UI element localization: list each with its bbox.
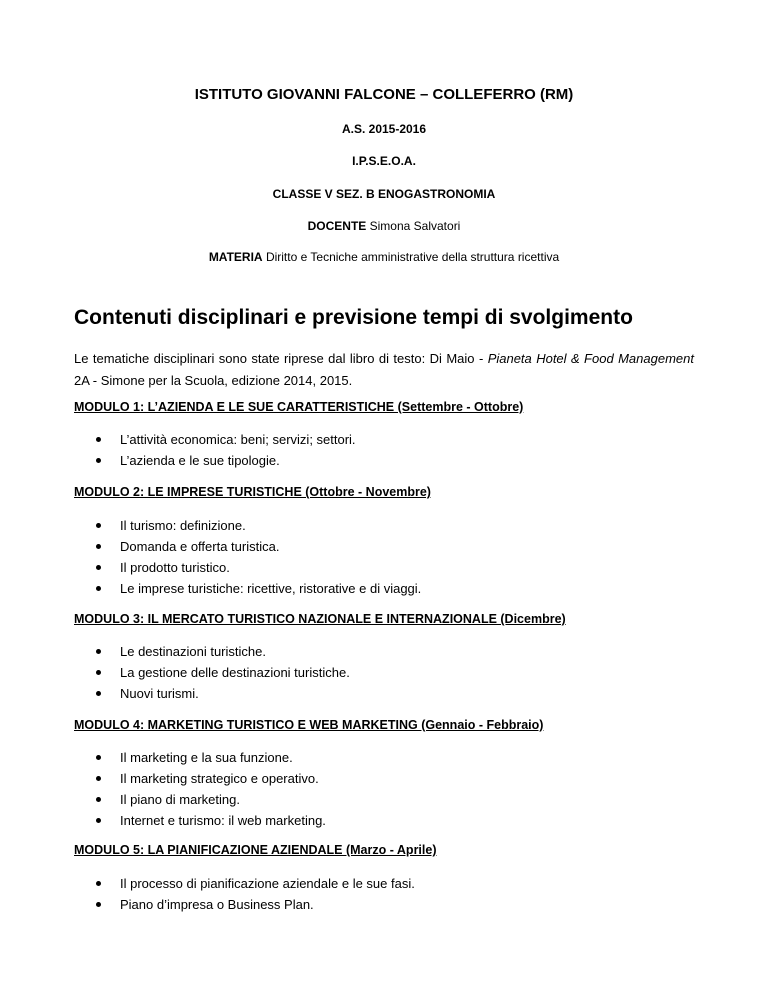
page-title: Contenuti disciplinari e previsione tempi di svolgimento <box>74 306 633 329</box>
subject-label: MATERIA <box>208 250 263 264</box>
bullet-icon <box>96 881 101 886</box>
list-item-text: Le destinazioni turistiche. <box>120 644 266 659</box>
bullet-icon <box>96 649 101 654</box>
module-4-list <box>74 747 326 831</box>
list-item-text: Le imprese turistiche: ricettive, ristorative e di viaggi. <box>120 581 422 596</box>
book-title: Pianeta Hotel & Food Management <box>487 351 694 366</box>
list-item <box>74 894 415 915</box>
bullet-icon <box>96 437 101 442</box>
list-item <box>74 768 326 789</box>
list-item-text: L’azienda e le sue tipologie. <box>120 453 280 468</box>
list-item <box>74 683 350 704</box>
school-heading: ISTITUTO GIOVANNI FALCONE – COLLEFERRO (RM) <box>194 86 574 103</box>
bullet-icon <box>96 458 101 463</box>
list-item-text: L’attività economica: beni; servizi; settori. <box>120 432 356 447</box>
teacher-label: DOCENTE <box>307 219 367 233</box>
module-4-heading: MODULO 4: MARKETING TURISTICO E WEB MARKETING (Gennaio - Febbraio) <box>74 718 544 732</box>
list-item-text: La gestione delle destinazioni turistiche. <box>120 665 350 680</box>
module-5-list <box>74 873 415 915</box>
module-2-heading: MODULO 2: LE IMPRESE TURISTICHE (Ottobre - Novembre) <box>74 485 431 499</box>
list-item-text: Il marketing e la sua funzione. <box>120 750 293 765</box>
list-item <box>74 641 350 662</box>
list-item <box>74 789 326 810</box>
list-item-text: Il marketing strategico e operativo. <box>120 771 319 786</box>
list-item-text: Piano d’impresa o Business Plan. <box>120 897 314 912</box>
module-2-list <box>74 515 421 599</box>
list-item <box>74 873 415 894</box>
bullet-icon <box>96 818 101 823</box>
list-item <box>74 662 350 683</box>
school-year: A.S. 2015-2016 <box>341 122 427 136</box>
teacher-line <box>0 219 768 233</box>
subject-line <box>0 250 768 264</box>
list-item-text: Internet e turismo: il web marketing. <box>120 813 326 828</box>
institute-type: I.P.S.E.O.A. <box>352 154 416 168</box>
intro-text-1: Le tematiche disciplinari sono state riprese dal libro di testo: Di Maio - <box>74 351 488 366</box>
list-item <box>74 747 326 768</box>
intro-paragraph <box>74 348 694 392</box>
module-5-heading: MODULO 5: LA PIANIFICAZIONE AZIENDALE (Marzo - Aprile) <box>74 843 437 857</box>
list-item-text: Il piano di marketing. <box>120 792 240 807</box>
list-item-text: Il prodotto turistico. <box>120 560 230 575</box>
list-item <box>74 536 421 557</box>
class-label: CLASSE V SEZ. B ENOGASTRONOMIA <box>272 187 496 201</box>
list-item <box>74 515 421 536</box>
bullet-icon <box>96 544 101 549</box>
bullet-icon <box>96 797 101 802</box>
intro-text-2: 2A - Simone per la Scuola, edizione 2014, 2015. <box>74 373 353 388</box>
list-item-text: Il turismo: definizione. <box>120 518 246 533</box>
bullet-icon <box>96 776 101 781</box>
bullet-icon <box>96 691 101 696</box>
list-item-text: Il processo di pianificazione aziendale e le sue fasi. <box>120 876 415 891</box>
list-item <box>74 557 421 578</box>
bullet-icon <box>96 565 101 570</box>
bullet-icon <box>96 755 101 760</box>
list-item <box>74 578 421 599</box>
module-3-list <box>74 641 350 704</box>
list-item <box>74 450 356 471</box>
module-1-heading: MODULO 1: L’AZIENDA E LE SUE CARATTERISTICHE (Settembre - Ottobre) <box>74 400 524 414</box>
list-item <box>74 429 356 450</box>
list-item <box>74 810 326 831</box>
bullet-icon <box>96 523 101 528</box>
teacher-name: Simona Salvatori <box>369 219 461 233</box>
subject-name: Diritto e Tecniche amministrative della struttura ricettiva <box>265 250 560 264</box>
bullet-icon <box>96 586 101 591</box>
bullet-icon <box>96 902 101 907</box>
list-item-text: Domanda e offerta turistica. <box>120 539 280 554</box>
bullet-icon <box>96 670 101 675</box>
module-3-heading: MODULO 3: IL MERCATO TURISTICO NAZIONALE E INTERNAZIONALE (Dicembre) <box>74 612 566 626</box>
list-item-text: Nuovi turismi. <box>120 686 199 701</box>
module-1-list <box>74 429 356 471</box>
